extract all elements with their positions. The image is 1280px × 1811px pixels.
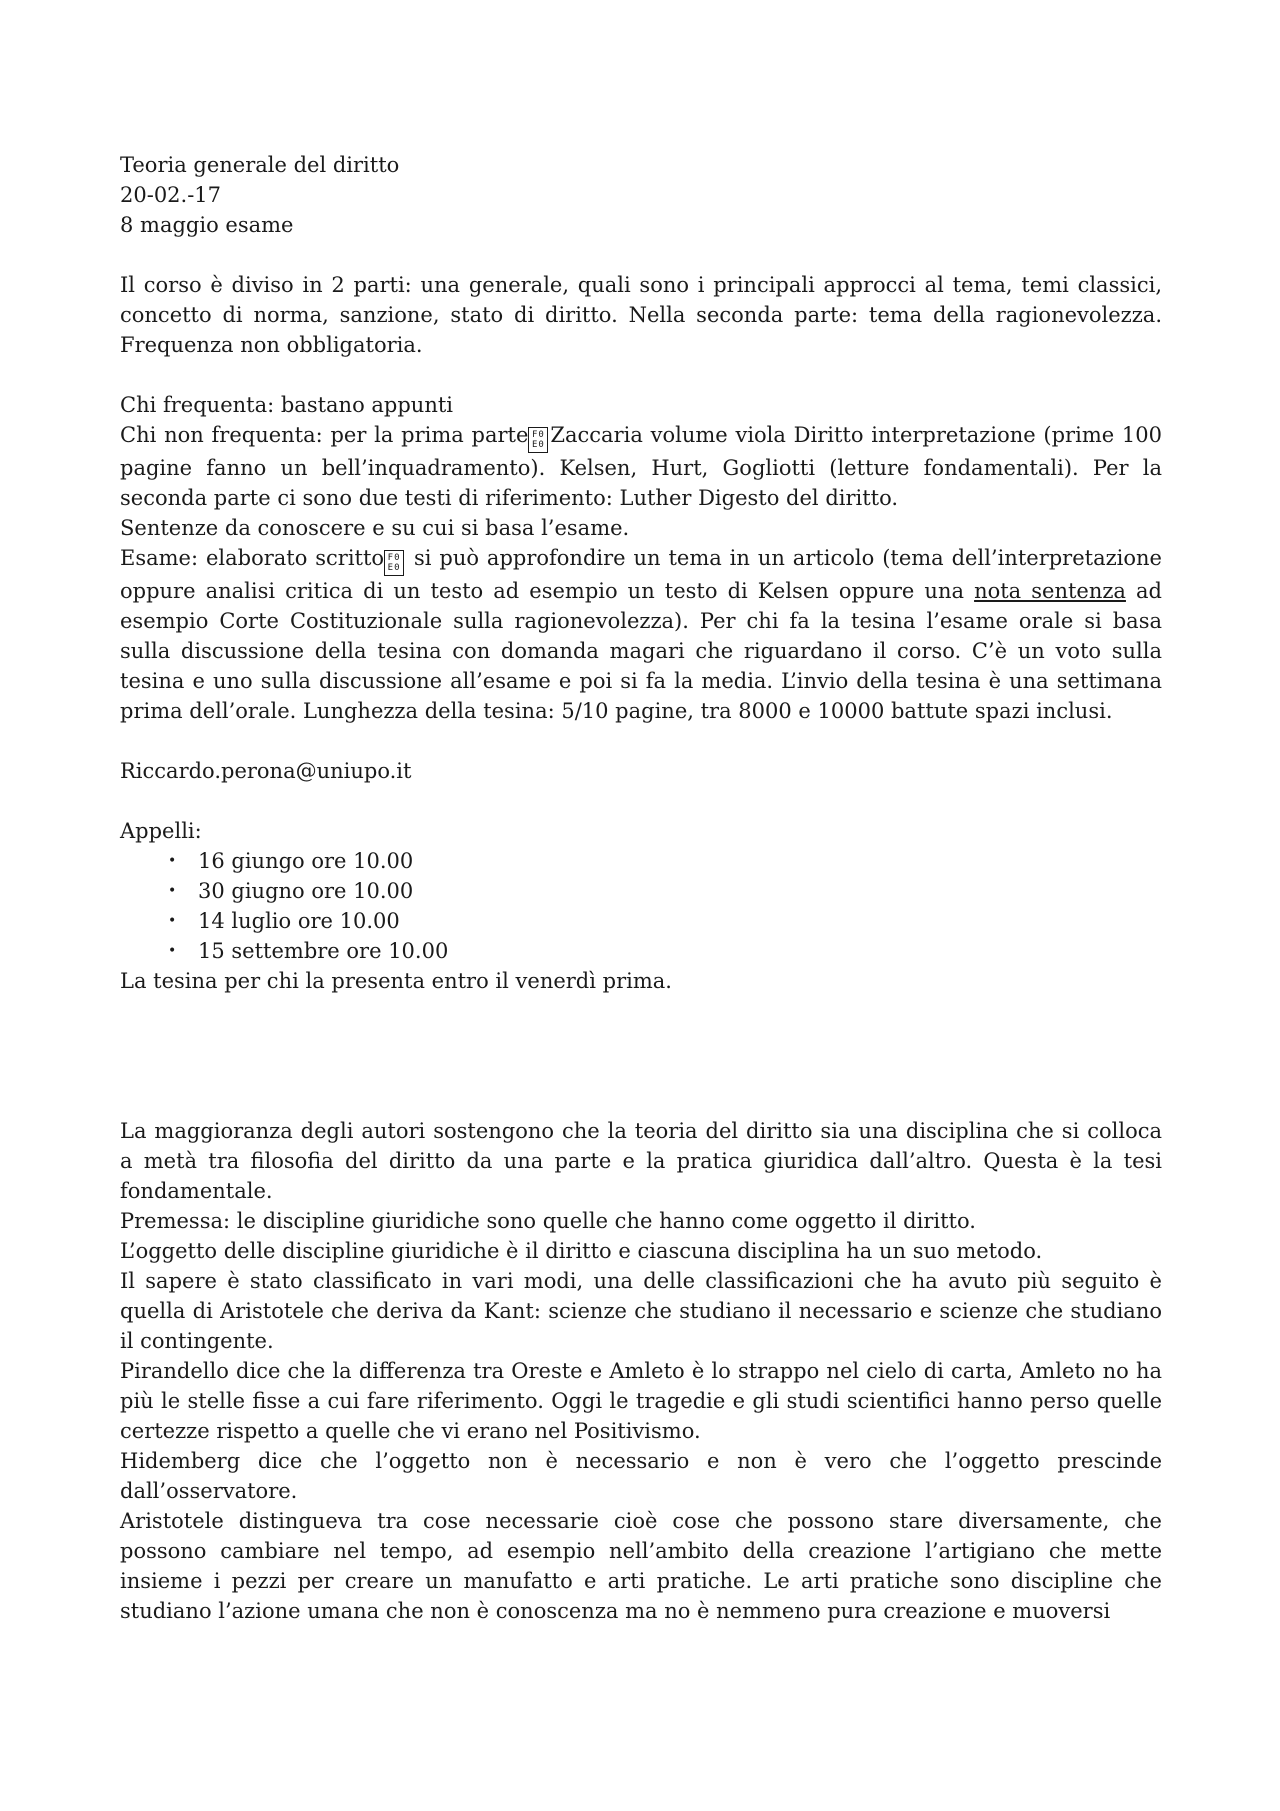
document-page bbox=[120, 150, 1162, 1626]
underlined-note-sentenza: nota sentenza bbox=[974, 579, 1126, 603]
body-paragraph: Hidemberg dice che l’oggetto non è necessario e non è vero che l’oggetto prescinde dall’osservatore. bbox=[120, 1449, 1162, 1503]
missing-glyph-icon: F0 E0 bbox=[384, 550, 404, 576]
list-item: • 14 luglio ore 10.00 bbox=[168, 906, 1162, 936]
non-attending-lead: Chi non frequenta: per la prima parte bbox=[120, 423, 529, 447]
list-item: • 15 settembre ore 10.00 bbox=[168, 936, 1162, 966]
exam-lead: Esame: elaborato scritto bbox=[120, 546, 385, 570]
spacer bbox=[120, 996, 1162, 1116]
list-item: • 30 giugno ore 10.00 bbox=[168, 876, 1162, 906]
non-attending-paragraph bbox=[120, 420, 1162, 513]
exam-middle-text: si può approfondire un tema in un articolo (tema dell’interpretazione oppure analisi critica di un testo ad esempio un testo di Kelsen oppure una bbox=[120, 546, 1162, 603]
spacer bbox=[120, 786, 1162, 816]
spacer bbox=[120, 240, 1162, 270]
body-paragraph: Pirandello dice che la differenza tra Oreste e Amleto è lo strappo nel cielo di carta, Amleto no ha più le stelle fisse a cui fare riferimento. Oggi le tragedie e gli studi scientifici hanno perso quelle certezze rispetto a quelle che vi erano nel Positivismo. bbox=[120, 1359, 1162, 1443]
document-title: Teoria generale del diritto bbox=[120, 153, 400, 177]
body-paragraph: Aristotele distingueva tra cose necessarie cioè cose che possono stare diversamente, che possono cambiare nel tempo, ad esempio nell’ambito della creazione l’artigiano che mette insieme i pezzi per creare un manufatto e arti pratiche. Le arti pratiche sono discipline che studiano l’azione umana che non è conoscenza ma no è nemmeno pura creazione e muoversi bbox=[120, 1509, 1162, 1623]
tesina-deadline-note: La tesina per chi la presenta entro il venerdì prima. bbox=[120, 969, 672, 993]
body-paragraph: Premessa: le discipline giuridiche sono quelle che hanno come oggetto il diritto. bbox=[120, 1209, 976, 1233]
non-attending-text: Zaccaria volume viola Diritto interpretazione (prime 100 pagine fanno un bell’inquadramento). Kelsen, Hurt, Gogliotti (letture fondamentali). Per la seconda parte ci sono due testi di riferimento: Luther Digesto del diritto. bbox=[120, 423, 1162, 510]
missing-glyph-icon: F0 E0 bbox=[528, 427, 548, 453]
spacer bbox=[120, 726, 1162, 756]
course-intro-paragraph: Il corso è diviso in 2 parti: una generale, quali sono i principali approcci al tema, temi classici, concetto di norma, sanzione, stato di diritto. Nella seconda parte: tema della ragionevolezza. Frequenza non obbligatoria. bbox=[120, 273, 1162, 357]
exam-date: 8 maggio esame bbox=[120, 213, 294, 237]
appelli-heading: Appelli: bbox=[120, 819, 202, 843]
exam-paragraph bbox=[120, 543, 1162, 726]
body-paragraph: L’oggetto delle discipline giuridiche è il diritto e ciascuna disciplina ha un suo metodo. bbox=[120, 1239, 1043, 1263]
list-item: • 16 giungo ore 10.00 bbox=[168, 846, 1162, 876]
spacer bbox=[120, 360, 1162, 390]
body-paragraph: La maggioranza degli autori sostengono che la teoria del diritto sia una disciplina che si colloca a metà tra filosofia del diritto da una parte e la pratica giuridica dall’altro. Questa è la tesi fondamentale. bbox=[120, 1119, 1162, 1203]
body-paragraph: Il sapere è stato classificato in vari modi, una delle classificazioni che ha avuto più seguito è quella di Aristotele che deriva da Kant: scienze che studiano il necessario e scienze che studiano il contingente. bbox=[120, 1269, 1162, 1353]
sentenze-note: Sentenze da conoscere e su cui si basa l’esame. bbox=[120, 516, 630, 540]
lecture-date: 20-02.-17 bbox=[120, 183, 222, 207]
appelli-list bbox=[120, 846, 1162, 966]
contact-email: Riccardo.perona@uniupo.it bbox=[120, 759, 412, 783]
exam-closing-text: ad esempio Corte Costituzionale sulla ragionevolezza). Per chi fa la tesina l’esame orale si basa sulla discussione della tesina con domanda magari che riguardano il corso. C’è un voto sulla tesina e uno sulla discussione all’esame e poi si fa la media. L’invio della tesina è una settimana prima dell’orale. Lunghezza della tesina: 5/10 pagine, tra 8000 e 10000 battute spazi inclusi. bbox=[120, 579, 1162, 723]
attending-note: Chi frequenta: bastano appunti bbox=[120, 393, 454, 417]
